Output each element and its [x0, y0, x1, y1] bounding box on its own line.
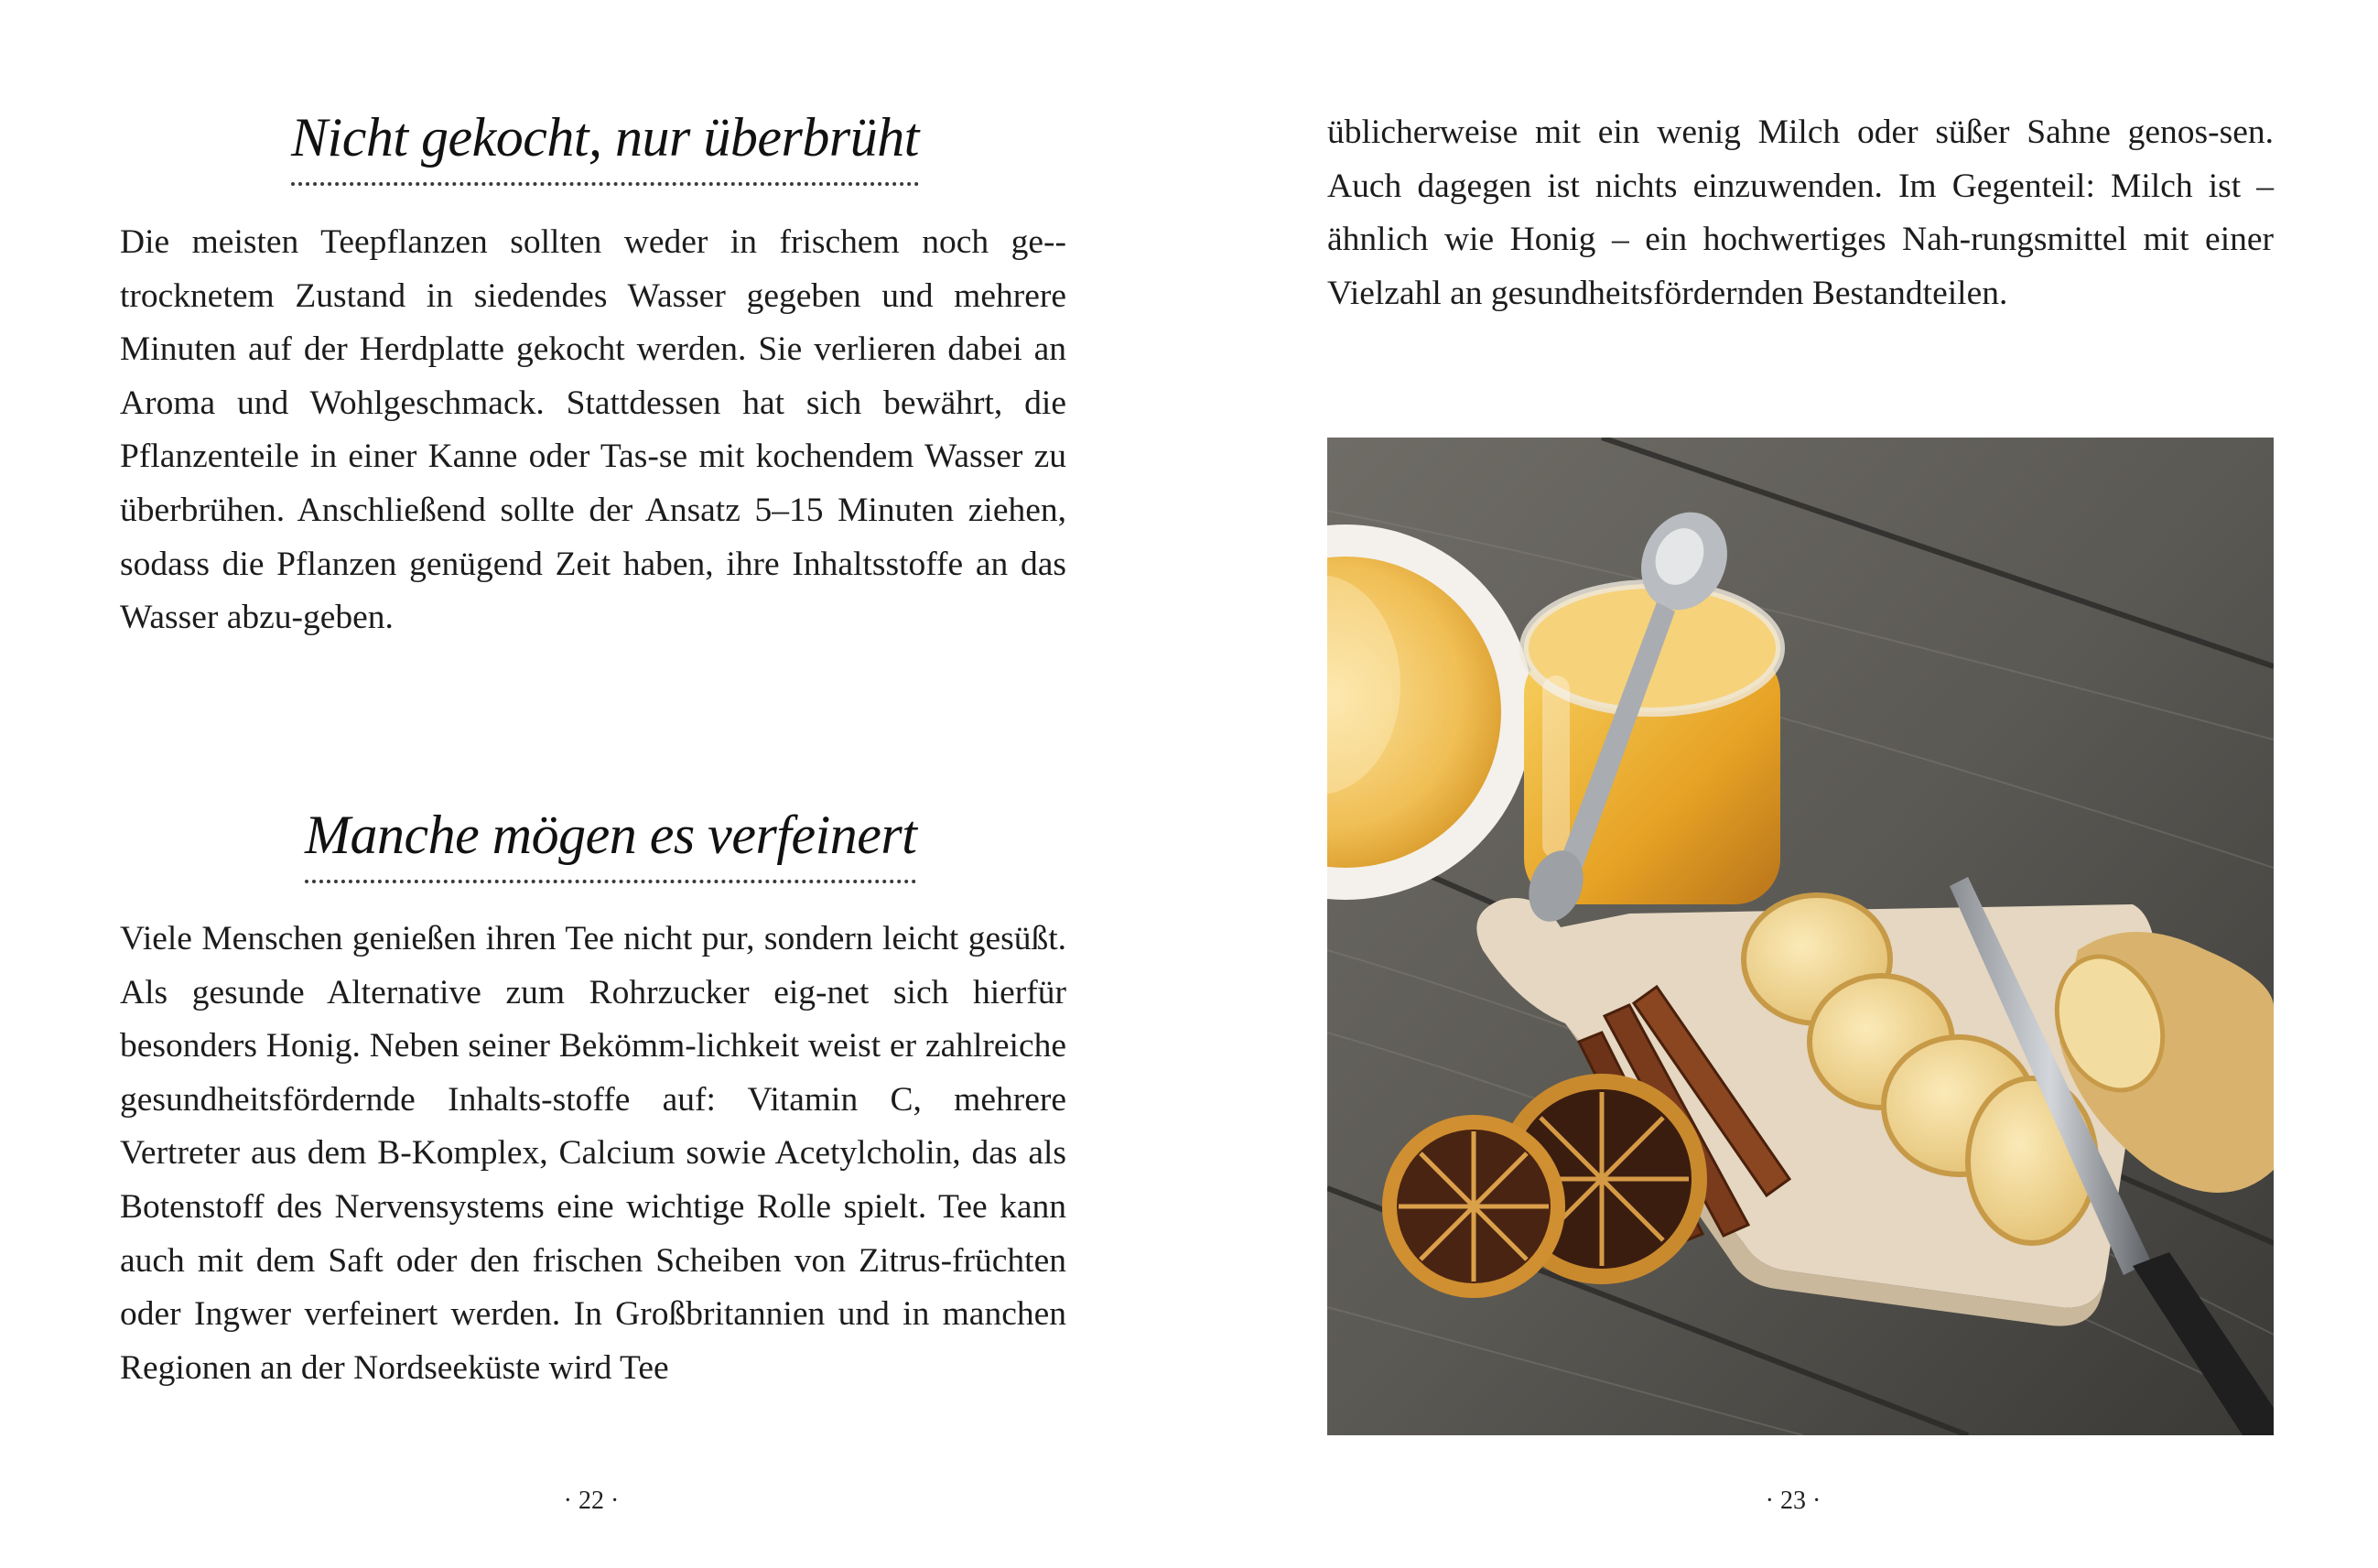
paragraph-milk: üblicherweise mit ein wenig Milch oder süßer Sahne genos-sen. Auch dagegen ist nichts einzuwenden. Im Gegenteil: Milch ist – ähnlich wie Honig – ein hochwertiges Nah-rungsmittel mit einer Vielzahl an gesundheitsfördernden Bestandteilen. — [1327, 114, 2274, 312]
section-heading-refined: Manche mögen es verfeinert — [305, 803, 916, 883]
paragraph-brewing: Die meisten Teepflanzen sollten weder in frischem noch ge-trocknetem Zustand in siedendes Wasser gegeben und mehrere Minuten auf der Herdplatte gekocht werden. Sie verlieren dabei an Aroma und Wohlgeschmack. Stattdessen hat sich bewährt, die Pflanzenteile in einer Kanne oder Tas-se mit kochendem Wasser zu überbrühen. Anschließend sollte der Ansatz 5–15 Minuten ziehen, sodass die Pflanzen genügend Zeit haben, ihre Inhaltsstoffe an das Wasser abzu-geben. — [120, 223, 1066, 637]
section-heading-not-boiled: Nicht gekocht, nur überbrüht — [291, 105, 919, 186]
page-number-left: · 22 · — [563, 1487, 620, 1515]
page-number-right: · 23 · — [1765, 1487, 1821, 1515]
right-page — [1189, 0, 2378, 1568]
paragraph-sweetening: Viele Menschen genießen ihren Tee nicht pur, sondern leicht gesüßt. Als gesunde Alternative zum Rohrzucker eig-net sich hierfür besonders Honig. Neben seiner Bekömm-lichkeit weist er zahlreiche gesundheitsfördernde Inhalts-stoffe auf: Vitamin C, mehrere Vertreter aus dem B-Komplex, Calcium sowie Acetylcholin, das als Botenstoff des Nervensystems eine wichtige Rolle spielt. Tee kann auch mit dem Saft oder den frischen Scheiben von Zitrus-früchten oder Ingwer verfeinert werden. In Großbritannien und in manchen Regionen an der Nordseeküste wird Tee — [120, 920, 1066, 1387]
tea-honey-ginger-photo — [1327, 438, 2274, 1435]
